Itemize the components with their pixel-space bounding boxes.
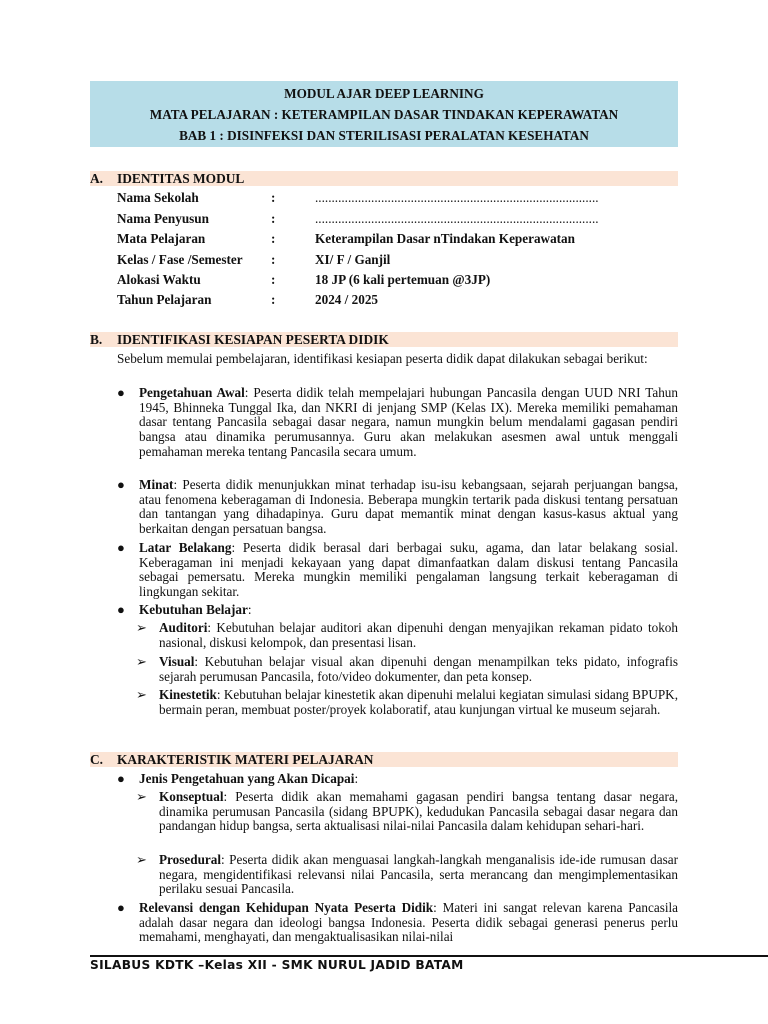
arrow-bullet-icon: ➢ [136, 852, 147, 867]
bullet-icon: ● [117, 900, 125, 915]
sub-list-item [159, 688, 678, 717]
item-term: Auditori [159, 620, 208, 635]
item-term: Relevansi dengan Kehidupan Nyata Peserta Didik [139, 901, 434, 915]
arrow-bullet-icon: ➢ [136, 654, 147, 669]
item-term: Kebutuhan Belajar [139, 602, 248, 617]
section-title: IDENTIFIKASI KESIAPAN PESERTA DIDIK [117, 332, 389, 347]
identity-value: XI/ F / Ganjil [315, 252, 391, 267]
identity-value: 18 JP (6 kali pertemuan @3JP) [315, 272, 491, 287]
identity-label: Nama Sekolah [117, 190, 199, 205]
item-text: : [354, 771, 359, 786]
item-text: : Kebutuhan belajar auditori akan dipenuhi dengan menyajikan rekaman pidato tokoh nasional, diskusi kelompok, dan presentasi lisan. [159, 620, 678, 650]
section-letter: A. [90, 171, 104, 186]
identity-value: ...................................................................................... [315, 211, 599, 226]
item-term: Latar Belakang [139, 540, 232, 555]
item-term: Jenis Pengetahuan yang Akan Dicapai [139, 771, 355, 786]
item-term: Prosedural [159, 852, 222, 867]
section-c-heading [90, 752, 678, 767]
item-term: Visual [159, 654, 195, 669]
item-term: Konseptual [159, 789, 224, 804]
section-title: KARAKTERISTIK MATERI PELAJARAN [117, 752, 374, 767]
bullet-icon: ● [117, 540, 125, 555]
section-intro: Sebelum memulai pembelajaran, identifikasi kesiapan peserta didik dapat dilakukan sebagai berikut: [117, 351, 648, 366]
sub-list-item [159, 790, 678, 834]
identity-colon: : [271, 190, 276, 205]
identity-label: Nama Penyusun [117, 211, 209, 226]
list-item [139, 901, 678, 945]
page-footer: SILABUS KDTK –Kelas XII - SMK NURUL JADID BATAM [90, 958, 464, 972]
identity-label: Alokasi Waktu [117, 272, 201, 287]
section-letter: C. [90, 752, 104, 767]
item-term: Minat [139, 477, 174, 492]
list-item [139, 772, 678, 787]
item-text: : Peserta didik akan menguasai langkah-langkah menganalisis ide-ide rumusan dasar negara, mengidentifikasi relevansi nilai Pancasila, serta merancang dan mengimplementasikan perilaku sesuai Pancasila. [159, 852, 678, 897]
item-text: : [247, 602, 252, 617]
identity-value: 2024 / 2025 [315, 292, 379, 307]
bullet-icon: ● [117, 771, 125, 786]
list-item [139, 386, 678, 460]
item-text: : Kebutuhan belajar kinestetik akan dipenuhi melalui kegiatan simulasi sidang BPUPK, bermain peran, membuat poster/proyek kolaboratif, atau kunjungan virtual ke museum sejarah. [159, 687, 678, 717]
arrow-bullet-icon: ➢ [136, 620, 147, 635]
sub-list-item [159, 853, 678, 897]
section-letter: B. [90, 332, 103, 347]
item-text: : Peserta didik menunjukkan minat terhadap isu-isu kebangsaan, sejarah perjuangan bangsa, atau fenomena keberagaman di Indonesia. Beberapa mungkin tertarik pada diskusi tentang persatuan dan tantangan yang dihadapinya. Guru dapat memantik minat dengan kasus-kasus aktual yang berkaitan dengan persatuan bangsa. [139, 477, 678, 537]
section-b-heading [90, 332, 678, 347]
item-term: Kinestetik [159, 687, 217, 702]
list-item [139, 478, 678, 537]
list-item [139, 541, 678, 600]
sub-list-item [159, 621, 678, 650]
module-title-box [90, 81, 678, 147]
identity-colon: : [271, 252, 276, 267]
item-term: Pengetahuan Awal [139, 385, 245, 400]
module-title: MODUL AJAR DEEP LEARNING [284, 86, 484, 101]
arrow-bullet-icon: ➢ [136, 789, 147, 804]
identity-label: Kelas / Fase /Semester [117, 252, 243, 267]
identity-label: Mata Pelajaran [117, 231, 206, 246]
item-text: : Peserta didik berasal dari berbagai suku, agama, dan latar belakang sosial. Keberagaman ini menjadi kekayaan yang dapat dimanfaatkan dalam diskusi tentang Pancasila sebagai pemersatu. Mereka mungkin memiliki pengalaman langsung terkait keberagaman di lingkungan sekitar. [139, 540, 678, 600]
bullet-icon: ● [117, 385, 125, 400]
identity-value: ...................................................................................... [315, 190, 599, 205]
identity-colon: : [271, 231, 276, 246]
subject-title: MATA PELAJARAN : KETERAMPILAN DASAR TINDAKAN KEPERAWATAN [149, 107, 619, 122]
identity-label: Tahun Pelajaran [117, 292, 212, 307]
identity-colon: : [271, 272, 276, 287]
identity-colon: : [271, 292, 276, 307]
section-a-heading [90, 171, 678, 186]
sub-list-item [159, 655, 678, 684]
footer-divider [90, 955, 768, 957]
item-text: : Peserta didik telah mempelajari hubungan Pancasila dengan UUD NRI Tahun 1945, Bhinneka Tunggal Ika, dan NKRI di jenjang SMP (Kelas IX). Mereka memiliki pemahaman dasar tentang Pancasila sebagai dasar negara, namun mungkin belum mendalami gagasan pendiri bangsa atau dinamika perumusannya. Guru akan melakukan asesmen awal untuk menggali pemahaman mereka tentang Pancasila secara umum. [139, 385, 678, 459]
identity-value: Keterampilan Dasar nTindakan Keperawatan [315, 231, 575, 246]
bullet-icon: ● [117, 477, 125, 492]
item-text: : Materi ini sangat relevan karena Pancasila adalah dasar negara dan ideologi bangsa Indonesia. Peserta didik sebagai generasi penerus perlu memahami, menghayati, dan mengaktualisasikan nilai-nilai [139, 901, 678, 945]
item-text: : Kebutuhan belajar visual akan dipenuhi dengan menampilkan teks pidato, infografis sejarah perumusan Pancasila, foto/video dokumenter, dan peta konsep. [159, 654, 678, 684]
identity-colon: : [271, 211, 276, 226]
item-text: : Peserta didik akan memahami gagasan pendiri bangsa tentang dasar negara, dinamika perumusan Pancasila (sidang BPUPK), kedudukan Pancasila sebagai dasar negara dan pandangan hidup bangsa, serta aktualisasi nilai-nilai Pancasila dalam kehidupan sehari-hari. [159, 789, 678, 834]
bullet-icon: ● [117, 602, 125, 617]
chapter-title: BAB 1 : DISINFEKSI DAN STERILISASI PERALATAN KESEHATAN [179, 128, 589, 143]
list-item [139, 603, 678, 618]
section-title: IDENTITAS MODUL [117, 171, 245, 186]
arrow-bullet-icon: ➢ [136, 687, 147, 702]
